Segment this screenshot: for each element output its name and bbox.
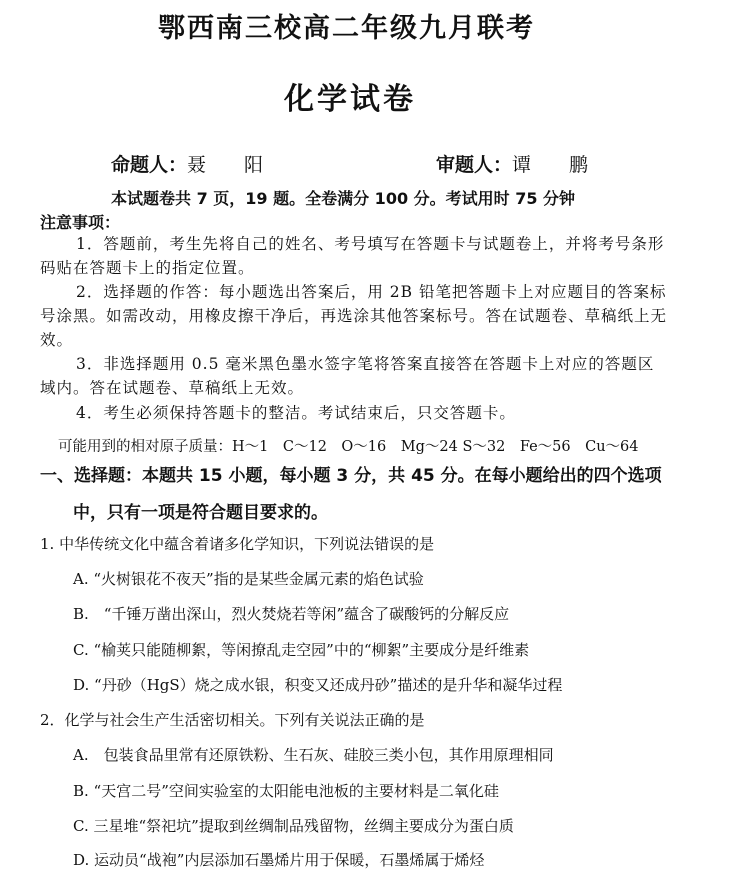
question-2-option-a: A. 包装食品里常有还原铁粉、生石灰、硅胶三类小包，其作用原理相同: [73, 746, 554, 764]
question-2-option-c: C. 三星堆“祭祀坑”提取到丝绸制品残留物，丝绸主要成分为蛋白质: [73, 817, 514, 835]
question-stem-2: 2．化学与社会生产生活密切相关。下列有关说法正确的是: [40, 711, 425, 729]
reviewer-label: 审题人：: [436, 154, 513, 176]
reviewer: [436, 150, 588, 177]
section-heading-line2: 中，只有一项是符合题目要求的。: [73, 503, 328, 523]
proposer-name: 聂 阳: [187, 154, 264, 176]
notes-title: 注意事项：: [40, 213, 121, 232]
subject-title: 化学试卷: [284, 82, 416, 117]
exam-intro: 本试题卷共 7 页，19 题。全卷满分 100 分。考试用时 75 分钟: [111, 189, 576, 208]
exam-title: 鄂西南三校高二年级九月联考: [158, 13, 535, 44]
proposer-label: 命题人：: [111, 154, 188, 176]
question-2-option-b: B. “天宫二号”空间实验室的太阳能电池板的主要材料是二氧化硅: [73, 782, 499, 800]
atomic-masses: 可能用到的相对原子质量：H～1 C～12 O～16 Mg～24 S～32 Fe～56 Cu～64: [58, 439, 639, 455]
reviewer-name: 谭 鹏: [512, 154, 589, 176]
question-1-option-d: D. “丹砂（HgS）烧之成水银，积变又还成丹砂”描述的是升华和凝华过程: [73, 676, 563, 694]
question-stem-1: 1. 中华传统文化中蕴含着诸多化学知识，下列说法错误的是: [40, 535, 435, 553]
note-item: 4．考生必须保持答题卡的整洁。考试结束后，只交答题卡。: [76, 404, 516, 422]
note-item: 2．选择题的作答：每小题选出答案后，用 2B 铅笔把答题卡上对应题目的答案标号涂黑。如需改动，用橡皮擦干净后，再选涂其他答案标号。答在试题卷、草稿纸上无效。: [40, 283, 668, 349]
question-2-option-d: D. 运动员“战袍”内层添加石墨烯片用于保暖，石墨烯属于烯烃: [73, 851, 485, 869]
question-1-option-c: C. “榆荚只能随柳絮，等闲撩乱走空园”中的“柳絮”主要成分是纤维素: [73, 641, 530, 659]
note-item: 1．答题前，考生先将自己的姓名、考号填写在答题卡与试题卷上，并将考号条形码贴在答题卡上的指定位置。: [40, 235, 665, 277]
section-heading-line1: 一、选择题：本题共 15 小题，每小题 3 分，共 45 分。在每小题给出的四个选项: [40, 466, 662, 486]
note-item: 3．非选择题用 0.5 毫米黑色墨水签字笔将答案直接答在答题卡上对应的答题区域内。答在试题卷、草稿纸上无效。: [40, 355, 655, 397]
proposer: [111, 150, 263, 177]
question-1-option-b: B. “千锤万凿出深山，烈火焚烧若等闲”蕴含了碳酸钙的分解反应: [73, 605, 510, 623]
question-1-option-a: A. “火树银花不夜天”指的是某些金属元素的焰色试验: [73, 570, 424, 588]
